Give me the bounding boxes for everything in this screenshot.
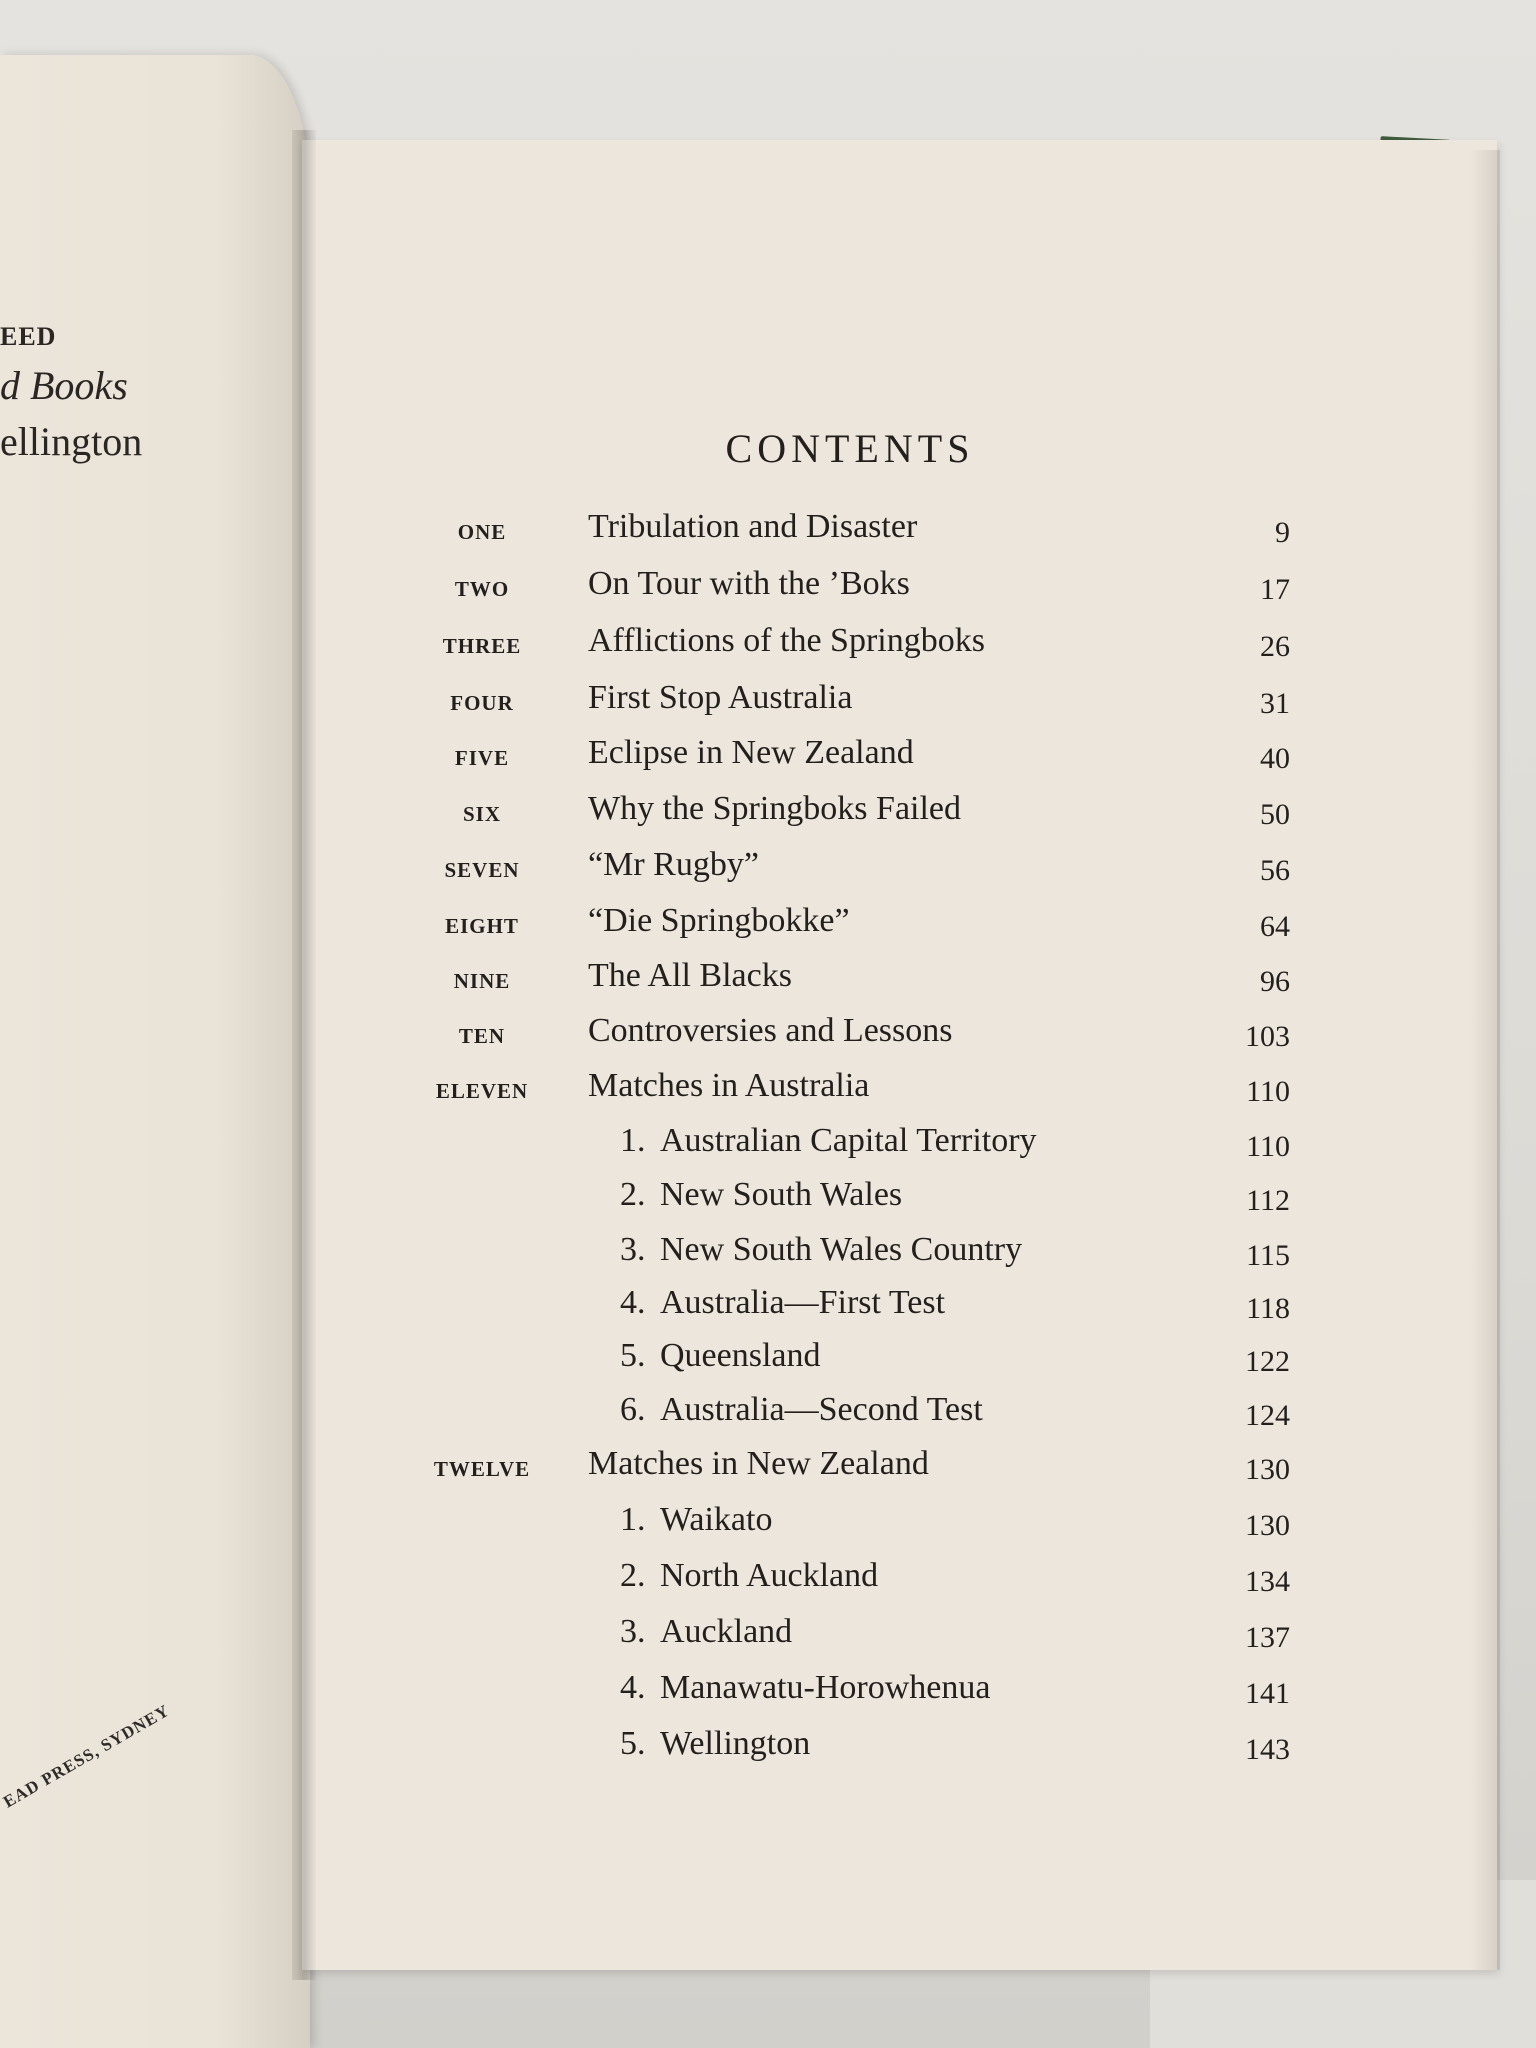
toc-entry [0, 679, 1536, 719]
chapter-number: TWELVE [433, 1457, 531, 1481]
entry-title [588, 790, 961, 828]
entry-title [620, 1391, 983, 1429]
entry-title-text: Australia—First Test [660, 1284, 946, 1321]
match-index: 3. [620, 1613, 646, 1650]
entry-title-text: Afflictions of the Springboks [588, 622, 985, 659]
toc-entry [0, 1122, 1536, 1162]
entry-title [620, 1501, 772, 1539]
match-index: 1. [620, 1501, 646, 1538]
entry-title-text: Tribulation and Disaster [588, 508, 918, 545]
entry-title-text: The All Blacks [588, 957, 792, 994]
chapter-number: SEVEN [444, 858, 520, 882]
page-number: 110 [1246, 1075, 1290, 1108]
toc-entry [0, 1557, 1536, 1597]
entry-title-text: “Die Springbokke” [588, 902, 850, 939]
entry-title-text: Australia—Second Test [660, 1391, 983, 1428]
toc-entry [0, 1176, 1536, 1216]
page-number: 103 [1245, 1020, 1290, 1053]
toc-entry [0, 565, 1536, 605]
toc-entry [0, 1284, 1536, 1324]
toc-entry [0, 1613, 1536, 1653]
entry-title [620, 1337, 821, 1375]
entry-title-text: On Tour with the ’Boks [588, 565, 910, 602]
chapter-number: ELEVEN [435, 1079, 529, 1103]
toc-entry [0, 1231, 1536, 1271]
page-number: 40 [1260, 742, 1290, 775]
toc-entry [0, 846, 1536, 886]
page-number: 115 [1246, 1239, 1290, 1272]
match-index: 4. [620, 1284, 646, 1321]
entry-title [620, 1613, 792, 1651]
page-number: 9 [1275, 516, 1290, 549]
entry-title-text: Eclipse in New Zealand [588, 734, 914, 771]
toc-entry [0, 1391, 1536, 1431]
toc-entry [0, 790, 1536, 830]
match-index: 3. [620, 1231, 646, 1268]
entry-title [620, 1176, 902, 1214]
entry-title [620, 1725, 810, 1763]
page-number: 17 [1260, 573, 1290, 606]
match-index: 4. [620, 1669, 646, 1706]
match-index: 2. [620, 1557, 646, 1594]
match-index: 2. [620, 1176, 646, 1213]
entry-title-text: Wellington [660, 1725, 811, 1762]
page-number: 110 [1246, 1130, 1290, 1163]
entry-title-text: Waikato [660, 1501, 773, 1538]
page-number: 50 [1260, 798, 1290, 831]
entry-title-text: “Mr Rugby” [588, 846, 759, 883]
entry-title [588, 679, 852, 717]
entry-title-text: First Stop Australia [588, 679, 853, 716]
entry-title-text: Matches in Australia [588, 1067, 870, 1104]
page-number: 96 [1260, 965, 1290, 998]
entry-title-text: New South Wales [660, 1176, 903, 1213]
entry-title [588, 1445, 929, 1483]
match-index: 1. [620, 1122, 646, 1159]
toc-entry [0, 957, 1536, 997]
page-number: 118 [1246, 1292, 1290, 1325]
page-number: 31 [1260, 687, 1290, 720]
page-number: 112 [1246, 1184, 1290, 1217]
entry-title-text: Queensland [660, 1337, 821, 1374]
entry-title [620, 1231, 1022, 1269]
chapter-number: EIGHT [445, 914, 519, 938]
entry-title-text: Matches in New Zealand [588, 1445, 929, 1482]
page-number: 134 [1245, 1565, 1290, 1598]
entry-title-text: Controversies and Lessons [588, 1012, 953, 1049]
chapter-number: THREE [442, 634, 522, 658]
toc-entry [0, 1445, 1536, 1485]
entry-title [588, 957, 792, 995]
page-number: 130 [1245, 1509, 1290, 1542]
chapter-number: TWO [454, 577, 510, 601]
entry-title-text: Manawatu-Horowhenua [660, 1669, 991, 1706]
entry-title-text: Why the Springboks Failed [588, 790, 962, 827]
entry-title [620, 1557, 878, 1595]
match-index: 5. [620, 1337, 646, 1374]
entry-title [588, 508, 917, 546]
page-number: 124 [1245, 1399, 1290, 1432]
chapter-number: SIX [462, 802, 502, 826]
entry-title [620, 1284, 945, 1322]
toc-entry [0, 508, 1536, 548]
toc-entry [0, 1012, 1536, 1052]
toc-entry [0, 1669, 1536, 1709]
match-index: 5. [620, 1725, 646, 1762]
entry-title [588, 1067, 869, 1105]
chapter-number: NINE [453, 969, 511, 993]
entry-title-text: Australian Capital Territory [660, 1122, 1037, 1159]
entry-title [588, 565, 910, 603]
chapter-number: TEN [458, 1024, 506, 1048]
entry-title [620, 1669, 990, 1707]
entry-title-text: North Auckland [660, 1557, 879, 1594]
left-page-text-line2: d Books [0, 363, 128, 408]
entry-title [588, 846, 759, 884]
left-page-text-line3: ellington [0, 419, 143, 464]
page-number: 64 [1260, 910, 1290, 943]
left-page-text-line1: EED [0, 322, 57, 351]
entry-title [620, 1122, 1037, 1160]
entry-title-text: Auckland [660, 1613, 793, 1650]
chapter-number: ONE [457, 520, 507, 544]
chapter-number: FOUR [450, 691, 514, 715]
entry-title [588, 902, 850, 940]
match-index: 6. [620, 1391, 646, 1428]
entry-title-text: New South Wales Country [660, 1231, 1023, 1268]
page-number: 26 [1260, 630, 1290, 663]
entry-title [588, 1012, 953, 1050]
toc-entry [0, 734, 1536, 774]
page-number: 122 [1245, 1345, 1290, 1378]
page-number: 56 [1260, 854, 1290, 887]
page-number: 137 [1245, 1621, 1290, 1654]
chapter-number: FIVE [454, 746, 510, 770]
toc-entry [0, 902, 1536, 942]
entry-title [588, 622, 985, 660]
toc-entry [0, 1337, 1536, 1377]
contents-heading: CONTENTS [725, 426, 975, 471]
left-page-press-imprint: EAD PRESS, SYDNEY [0, 1700, 173, 1812]
page-number: 143 [1245, 1733, 1290, 1766]
entry-title [588, 734, 914, 772]
toc-entry [0, 1067, 1536, 1107]
toc-entry [0, 1725, 1536, 1765]
page-number: 130 [1245, 1453, 1290, 1486]
toc-entry [0, 622, 1536, 662]
page-number: 141 [1245, 1677, 1290, 1710]
toc-entry [0, 1501, 1536, 1541]
